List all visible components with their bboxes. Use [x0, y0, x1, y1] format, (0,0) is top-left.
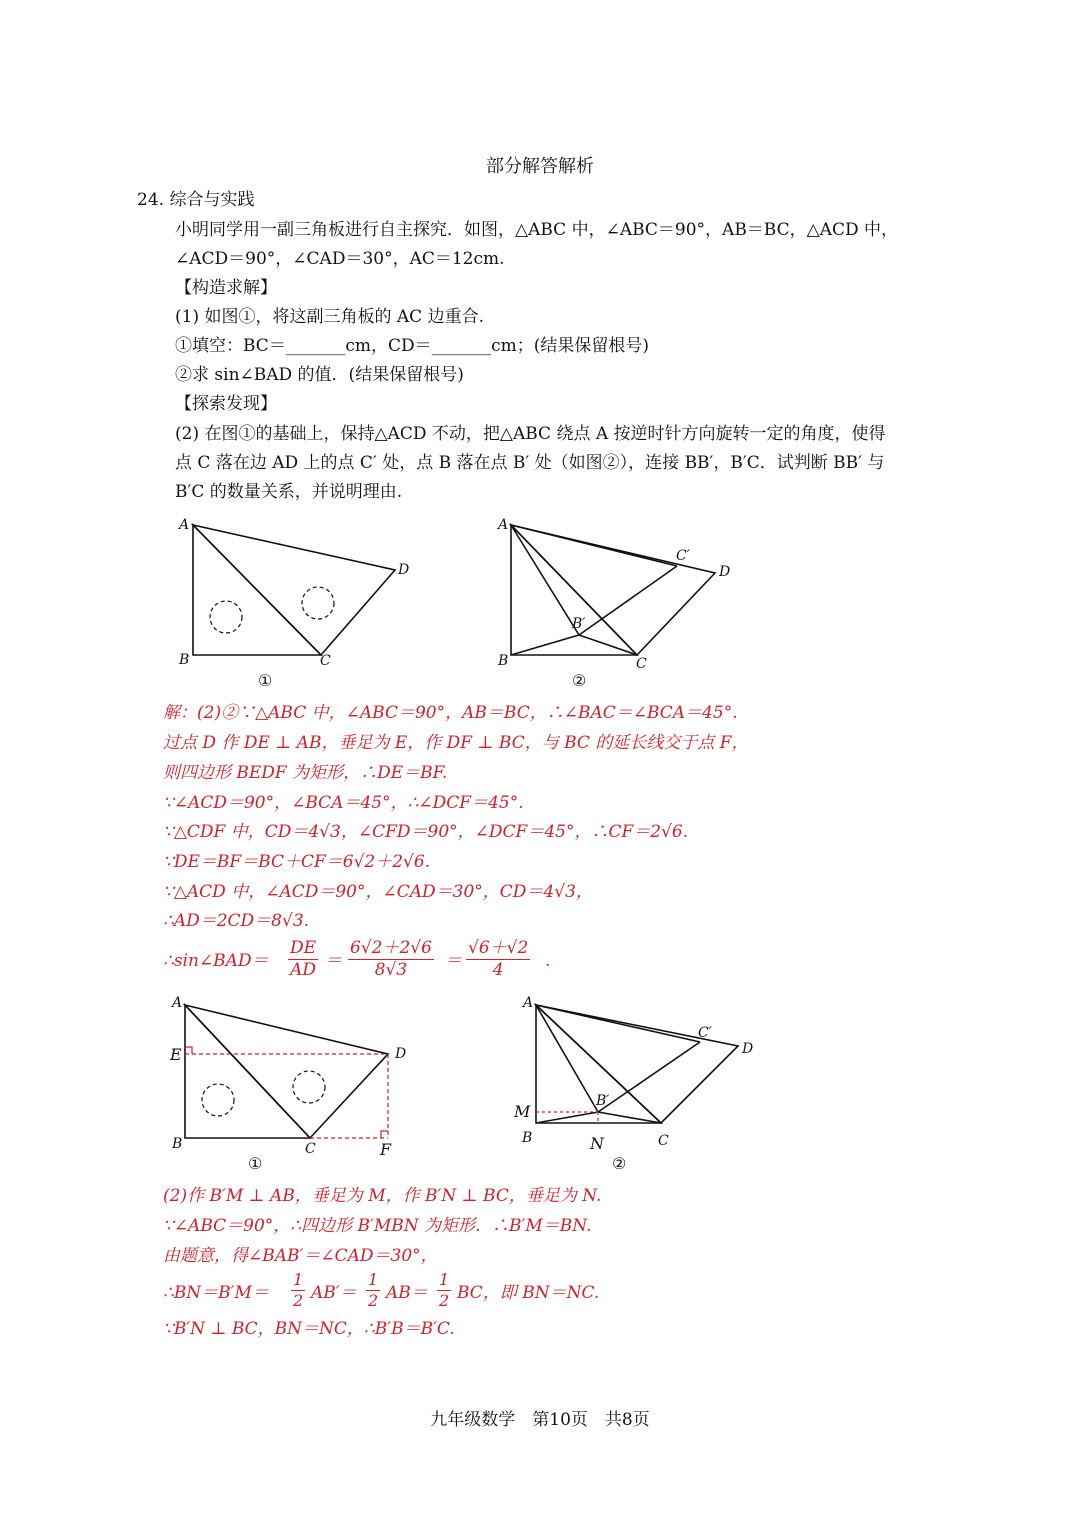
figure-1-bottom [160, 990, 420, 1175]
hole-circle-2 [293, 1071, 325, 1103]
figure-2-bottom [510, 990, 770, 1175]
triangle-acd [193, 525, 395, 655]
right-angle-f [381, 1131, 388, 1138]
fraction-half [366, 1272, 380, 1309]
question-2-line-2: 点 C 落在边 AD 上的点 C′ 处，点 B 落在点 B′ 处（如图②），连接 BB′，B′C．试判断 BB′ 与 [175, 453, 885, 473]
figure-number-1: ① [248, 1154, 263, 1173]
question-1: (1) 如图①，将这副三角板的 AC 边重合. [175, 307, 484, 327]
solution-1-sin-prefix: ∴sin∠BAD＝ [163, 951, 269, 971]
fraction-half [437, 1272, 451, 1309]
fraction-denominator: AD [290, 960, 316, 980]
solution-2-line-4-b: AB′＝ [311, 1283, 357, 1303]
label-b: B [172, 1136, 183, 1152]
label-d: D [398, 562, 410, 578]
section-explore: 【探索发现】 [175, 394, 277, 414]
fraction-denominator: 2 [293, 1291, 304, 1310]
figure-number-1: ① [258, 671, 273, 690]
question-1-sin: ②求 sin∠BAD 的值．(结果保留根号) [175, 365, 464, 385]
period: . [545, 951, 551, 971]
label-d: D [742, 1041, 754, 1057]
label-n: N [590, 1134, 604, 1153]
label-c: C [320, 653, 331, 669]
figure-number-2: ② [612, 1154, 627, 1173]
fraction-denominator: 8√3 [374, 960, 408, 980]
fraction-half [291, 1272, 305, 1309]
solution-1-line-7: ∵△ACD 中，∠ACD＝90°，∠CAD＝30°，CD＝4√3， [163, 882, 593, 902]
solution-1-line-4: ∵∠ACD＝90°，∠BCA＝45°，∴∠DCF＝45°. [163, 793, 524, 813]
question-1-fill: ①填空：BC＝_______cm，CD＝_______cm；(结果保留根号) [175, 336, 649, 356]
label-c: C [636, 656, 647, 672]
fraction-numerator: √6＋√2 [468, 938, 529, 958]
triangle-acd [511, 525, 715, 655]
section-construct: 【构造求解】 [175, 278, 277, 298]
hole-circle-1 [210, 601, 242, 633]
label-c: C [658, 1133, 669, 1149]
fraction-denominator: 2 [439, 1291, 450, 1310]
hole-circle-1 [202, 1084, 234, 1116]
right-angle-e [185, 1047, 192, 1054]
fraction-numerator: 1 [439, 1270, 450, 1289]
triangle-acd [185, 1005, 388, 1138]
solution-1-line-6: ∵DE＝BF＝BC＋CF＝6√2＋2√6. [163, 852, 431, 872]
fraction-denominator: 2 [368, 1291, 379, 1310]
solution-1-line-1: 解：(2)②∵△ABC 中，∠ABC＝90°，AB＝BC，∴∠BAC＝∠BCA＝45°. [163, 703, 738, 723]
label-c: C [305, 1141, 316, 1157]
question-2-line-1: (2) 在图①的基础上，保持△ACD 不动，把△ABC 绕点 A 按逆时针方向旋转一定的角度，使得 [175, 424, 886, 444]
label-m: M [514, 1102, 531, 1121]
label-d: D [719, 564, 731, 580]
fraction-de-ad [288, 940, 318, 979]
label-a: A [179, 517, 190, 533]
solution-1-line-8: ∴AD＝2CD＝8√3. [163, 911, 310, 931]
fraction-numerator: 1 [368, 1270, 379, 1289]
label-b: B [522, 1130, 533, 1146]
solution-1-line-2: 过点 D 作 DE ⊥ AB，垂足为 E，作 DF ⊥ BC，与 BC 的延长线交于点 F， [163, 733, 749, 753]
label-a: A [172, 995, 183, 1011]
solution-2-line-1: (2)作 B′M ⊥ AB，垂足为 M，作 B′N ⊥ BC，垂足为 N. [163, 1186, 602, 1206]
triangle-acd [536, 1005, 738, 1123]
fraction-numerator: 1 [293, 1270, 304, 1289]
solution-2-line-4-c: AB＝ [386, 1283, 428, 1303]
label-b-prime: B′ [572, 616, 586, 632]
label-f: F [380, 1140, 392, 1159]
label-a: A [523, 995, 534, 1011]
fraction-denominator: 4 [492, 960, 504, 980]
fraction-expanded [348, 940, 434, 979]
label-d: D [395, 1046, 407, 1062]
fraction-numerator: DE [290, 938, 317, 958]
solution-2-line-4-d: BC，即 BN＝NC. [457, 1283, 600, 1303]
fraction-simplified [466, 940, 530, 979]
label-b: B [498, 653, 509, 669]
label-c-prime: C′ [676, 548, 690, 564]
question-2-line-3: B′C 的数量关系，并说明理由. [175, 482, 403, 502]
equals-sign: ＝ [325, 951, 342, 971]
label-a: A [498, 517, 509, 533]
figure-number-2: ② [572, 671, 587, 690]
label-e: E [170, 1045, 182, 1064]
problem-number: 24. 综合与实践 [137, 190, 255, 210]
solution-2-line-5: ∵B′N ⊥ BC，BN＝NC，∴B′B＝B′C. [163, 1319, 455, 1339]
equals-sign: ＝ [445, 951, 462, 971]
problem-intro-2: ∠ACD＝90°，∠CAD＝30°，AC＝12cm. [175, 249, 505, 269]
hole-circle-2 [302, 587, 334, 619]
label-c-prime: C′ [698, 1025, 712, 1041]
fraction-numerator: 6√2＋2√6 [350, 938, 432, 958]
solution-1-line-5: ∵△CDF 中，CD＝4√3，∠CFD＝90°，∠DCF＝45°，∴CF＝2√6. [163, 822, 689, 842]
solution-2-line-4-a: ∴BN＝B′M＝ [163, 1283, 269, 1303]
solution-1-line-3: 则四边形 BEDF 为矩形，∴DE＝BF. [163, 763, 448, 783]
label-b: B [179, 652, 190, 668]
figure-2-top [495, 510, 755, 695]
solution-2-line-3: 由题意，得∠BAB′＝∠CAD＝30°， [163, 1246, 438, 1266]
solution-2-line-2: ∵∠ABC＝90°，∴四边形 B′MBN 为矩形．∴B′M＝BN. [163, 1216, 592, 1236]
page-title: 部分解答解析 [486, 156, 594, 177]
figure-1-top [170, 510, 430, 695]
problem-intro-1: 小明同学用一副三角板进行自主探究．如图，△ABC 中，∠ABC＝90°，AB＝BC，△ACD 中， [175, 220, 899, 240]
page-footer: 九年级数学 第10页 共8页 [430, 1410, 650, 1430]
label-b-prime: B′ [596, 1093, 610, 1109]
